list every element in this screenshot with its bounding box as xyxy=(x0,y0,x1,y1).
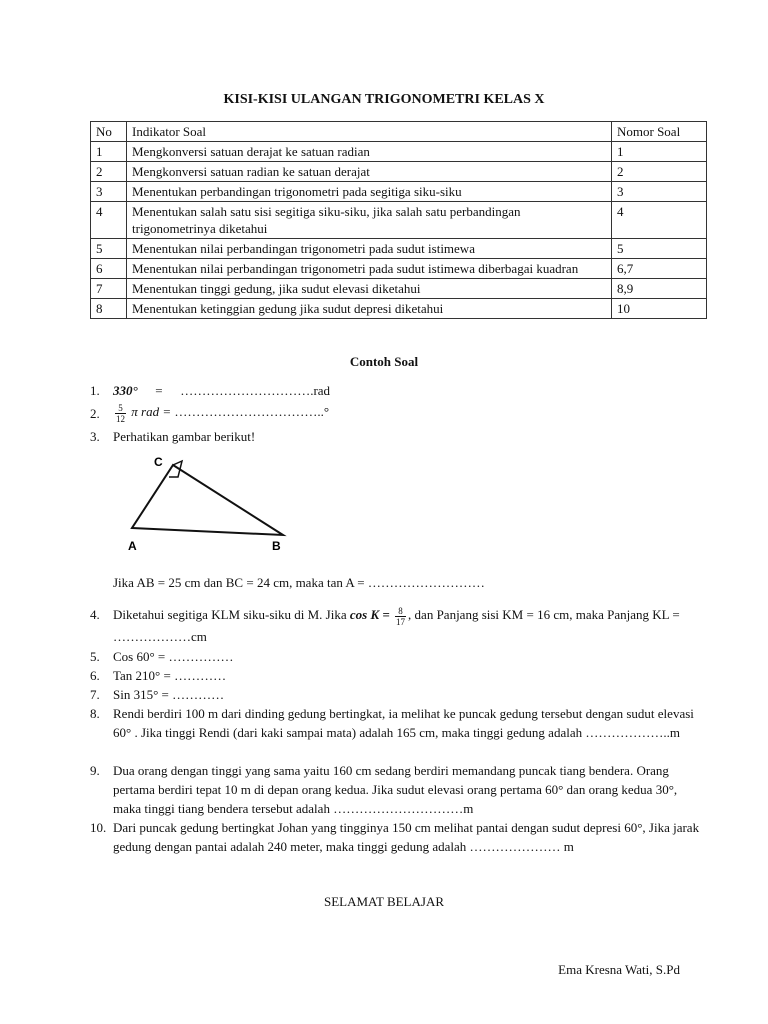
cell-indikator: Mengkonversi satuan radian ke satuan derajat xyxy=(127,162,612,182)
question-5 xyxy=(90,647,700,666)
cell-indikator: Menentukan perbandingan trigonometri pada segitiga siku-siku xyxy=(127,182,612,202)
header-nomor: Nomor Soal xyxy=(612,122,707,142)
question-number: 1. xyxy=(90,383,100,398)
header-no: No xyxy=(91,122,127,142)
table-row xyxy=(91,182,707,202)
cell-nomor: 2 xyxy=(612,162,707,182)
cell-indikator: Menentukan tinggi gedung, jika sudut elevasi diketahui xyxy=(127,279,612,299)
cell-indikator: Menentukan ketinggian gedung jika sudut depresi diketahui xyxy=(127,299,612,319)
question-text: Dari puncak gedung bertingkat Johan yang tingginya 150 cm melihat pantai dengan sudut depresi 60°, Jika jarak gedung dengan pantai adalah 240 meter, maka tinggi gedung adalah ………………… m xyxy=(113,820,700,854)
cell-indikator: Menentukan salah satu sisi segitiga siku-siku, jika salah satu perbandingan trigonometrinya diketahui xyxy=(127,202,612,239)
math-expression: cos K = xyxy=(349,607,390,622)
question-text: Dua orang dengan tinggi yang sama yaitu 160 cm sedang berdiri memandang puncak tiang bendera. Orang pertama berdiri tepat 10 m di depan orang kedua. Jika sudut elevasi orang pertama 60° dan orang kedua 30°, maka tinggi tiang bendera tersebut adalah …………………………m xyxy=(113,763,678,816)
question-text: Rendi berdiri 100 m dari dinding gedung bertingkat, ia melihat ke puncak gedung tersebut dengan sudut elevasi 60° . Jika tinggi Rendi (dari kaki sampai mata) adalah 165 cm, maka tinggi gedung adalah ………………..m xyxy=(113,706,694,740)
answer-blank: ……………………………..° xyxy=(174,404,330,419)
question-text: Perhatikan gambar berikut! xyxy=(113,429,256,444)
fraction-numerator: 5 xyxy=(115,403,126,414)
cell-no: 5 xyxy=(91,239,127,259)
question-2 xyxy=(90,402,700,424)
indicator-table xyxy=(90,121,707,319)
table-row xyxy=(91,239,707,259)
cell-nomor: 10 xyxy=(612,299,707,319)
fraction-numerator: 8 xyxy=(395,606,406,617)
cell-nomor: 6,7 xyxy=(612,259,707,279)
question-3-prompt xyxy=(90,573,700,592)
question-6 xyxy=(90,666,700,685)
section-title: Contoh Soal xyxy=(349,354,419,369)
cell-no: 3 xyxy=(91,182,127,202)
table-header-row xyxy=(91,122,707,142)
cell-nomor: 1 xyxy=(612,142,707,162)
document-title: KISI-KISI ULANGAN TRIGONOMETRI KELAS X xyxy=(223,92,545,107)
question-text: Sin 315° = ………… xyxy=(113,687,225,702)
question-number: 5. xyxy=(90,649,100,664)
cell-no: 1 xyxy=(91,142,127,162)
cell-indikator: Menentukan nilai perbandingan trigonometri pada sudut istimewa xyxy=(127,239,612,259)
question-number: 10. xyxy=(90,820,107,835)
question-1 xyxy=(90,381,700,400)
fraction-denominator: 17 xyxy=(396,616,406,627)
cell-nomor: 8,9 xyxy=(612,279,707,299)
cell-nomor: 3 xyxy=(612,182,707,202)
math-expression: π rad = xyxy=(131,404,172,419)
equals-sign: = xyxy=(155,383,163,398)
fraction-denominator: 12 xyxy=(116,413,125,424)
table-row xyxy=(91,162,707,182)
question-number: 2. xyxy=(90,406,100,421)
question-9 xyxy=(90,761,700,818)
question-4 xyxy=(90,605,700,646)
cell-indikator: Mengkonversi satuan derajat ke satuan radian xyxy=(127,142,612,162)
question-text: Cos 60° = …………… xyxy=(113,649,234,664)
table-row xyxy=(91,299,707,319)
question-number: 3. xyxy=(90,429,100,444)
vertex-label-b: B xyxy=(272,539,281,553)
question-number: 8. xyxy=(90,706,100,721)
question-text: Jika AB = 25 cm dan BC = 24 cm, maka tan A = ……………………… xyxy=(113,575,485,590)
header-indikator: Indikator Soal xyxy=(127,122,612,142)
table-row xyxy=(91,279,707,299)
table-row xyxy=(91,142,707,162)
question-number: 9. xyxy=(90,763,100,778)
question-number: 7. xyxy=(90,687,100,702)
question-text: , dan Panjang sisi KM = 16 cm, maka Panjang KL = ………………cm xyxy=(113,607,680,644)
answer-blank: ………………………….rad xyxy=(180,383,331,398)
question-text: Diketahui segitiga KLM siku-siku di M. Jika xyxy=(113,607,347,622)
question-8 xyxy=(90,704,700,742)
cell-no: 6 xyxy=(91,259,127,279)
vertex-label-c: C xyxy=(154,455,163,469)
question-7 xyxy=(90,685,700,704)
cell-no: 2 xyxy=(91,162,127,182)
cell-nomor: 5 xyxy=(612,239,707,259)
math-expression: 330° xyxy=(113,383,138,398)
question-number: 4. xyxy=(90,607,100,622)
cell-indikator: Menentukan nilai perbandingan trigonometri pada sudut istimewa diberbagai kuadran xyxy=(127,259,612,279)
question-10 xyxy=(90,818,700,856)
cell-no: 7 xyxy=(91,279,127,299)
cell-no: 8 xyxy=(91,299,127,319)
table-row xyxy=(91,259,707,279)
fraction xyxy=(115,403,126,424)
question-text: Tan 210° = ………… xyxy=(113,668,227,683)
fraction xyxy=(395,606,406,627)
question-number: 6. xyxy=(90,668,100,683)
cell-nomor: 4 xyxy=(612,202,707,239)
right-triangle-figure xyxy=(120,450,300,560)
question-3 xyxy=(90,427,700,446)
cell-no: 4 xyxy=(91,202,127,239)
table-row xyxy=(91,202,707,239)
triangle-shape xyxy=(132,465,283,535)
closing-text: SELAMAT BELAJAR xyxy=(323,894,445,909)
author-signature: Ema Kresna Wati, S.Pd xyxy=(558,962,680,977)
vertex-label-a: A xyxy=(128,539,137,553)
